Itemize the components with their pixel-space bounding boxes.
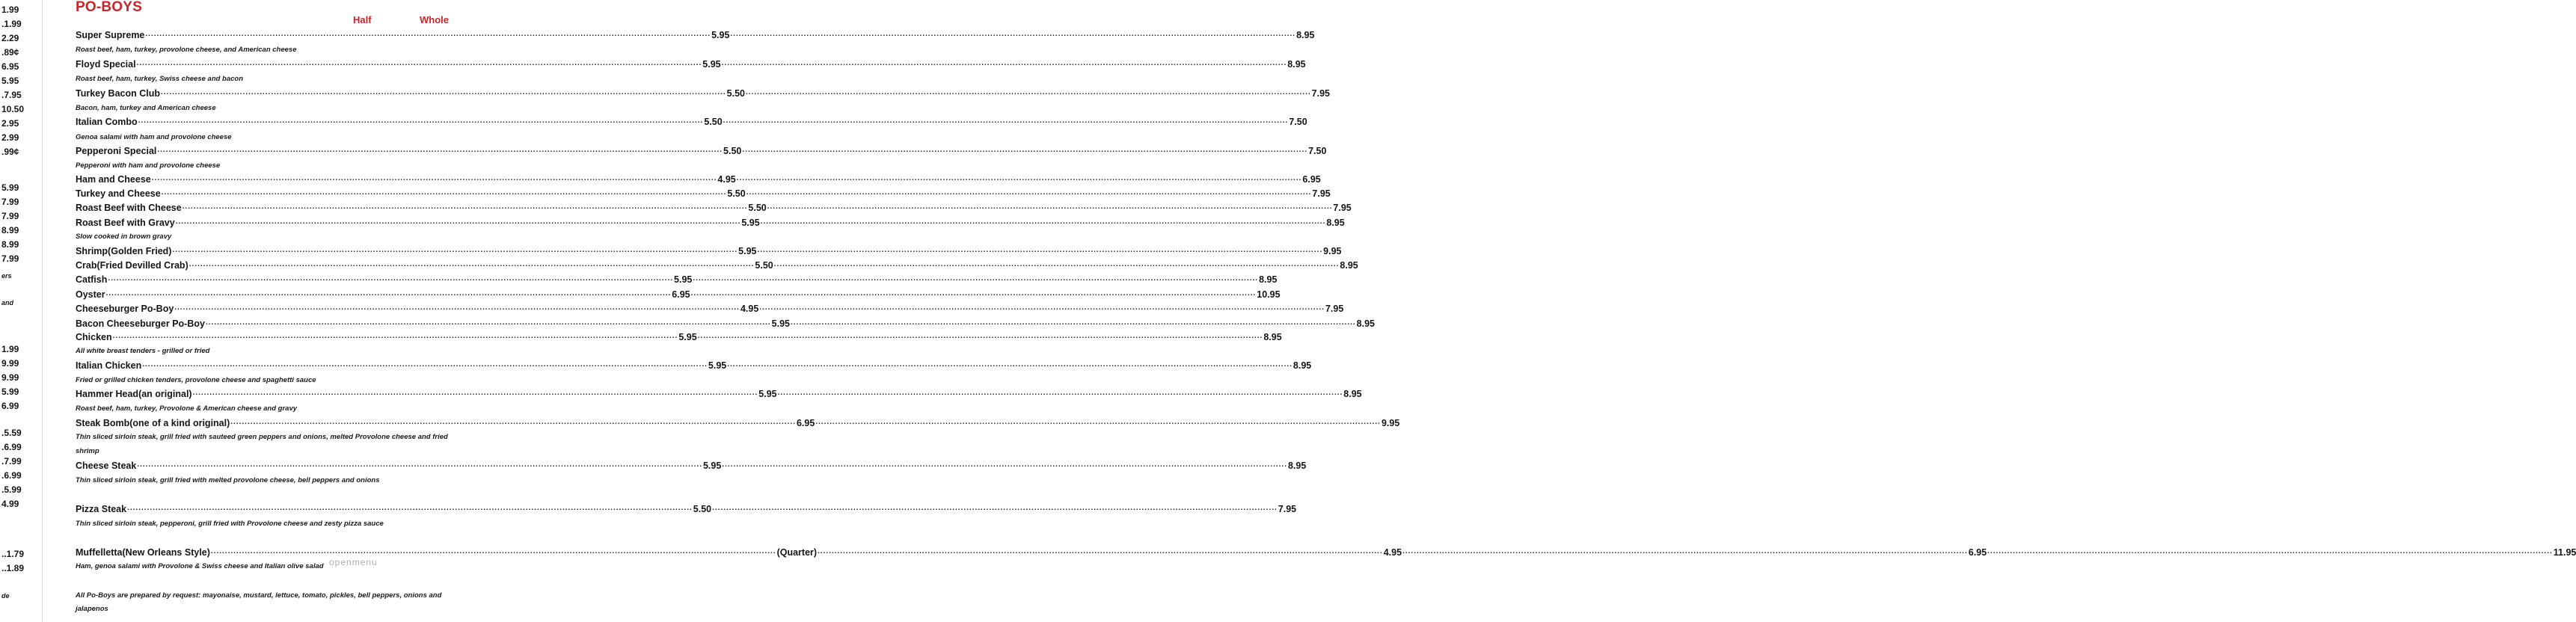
half-price: 5.50 — [704, 117, 723, 127]
menu-item-cheeseburger-po-boy — [76, 301, 1344, 314]
half-price: 5.95 — [741, 218, 760, 228]
menu-item-chicken — [76, 330, 1282, 342]
left-price: .6.99 — [1, 470, 22, 481]
dot-leader: ........................................................................................................................................................................................................ — [777, 389, 1343, 397]
half-price: 5.50 — [693, 504, 712, 514]
dot-leader: ........................................................................................................................................................................................................ — [230, 418, 796, 426]
whole-price: 8.95 — [1356, 318, 1375, 329]
item-name: Pepperoni Special — [76, 146, 157, 156]
left-price: .6.99 — [1, 442, 22, 452]
left-price: 1.99 — [1, 344, 19, 354]
left-price: 4.99 — [1, 499, 19, 509]
dot-leader: ........................................................................................................................................................................................................ — [160, 88, 726, 96]
dot-leader: ........................................................................................................................................................................................................ — [210, 547, 776, 555]
item-name: Italian Combo — [76, 117, 138, 127]
dot-leader: ........................................................................................................................................................................................................ — [174, 304, 740, 312]
whole-price: 7.50 — [1308, 146, 1327, 156]
menu-item-italian-chicken — [76, 358, 1312, 371]
dot-leader: ........................................................................................................................................................................................................ — [730, 30, 1296, 38]
left-price: 7.99 — [1, 253, 19, 264]
left-price: 6.95 — [1, 61, 19, 72]
half-price: 5.50 — [755, 260, 773, 271]
dot-leader: ........................................................................................................................................................................................................ — [151, 174, 717, 182]
watermark-logo — [329, 557, 378, 567]
watermark-text: openmenu — [329, 557, 378, 567]
item-description: Slow cooked in brown gravy — [76, 233, 172, 241]
dot-leader: ........................................................................................................................................................................................................ — [136, 59, 702, 67]
left-price: 7.99 — [1, 211, 19, 221]
item-description: Roast beef, ham, turkey, Swiss cheese and bacon — [76, 75, 244, 83]
dot-leader: ........................................................................................................................................................................................................ — [723, 117, 1289, 125]
item-name: Shrimp(Golden Fried) — [76, 246, 172, 256]
whole-price: 7.95 — [1333, 203, 1352, 213]
left-price: ..1.89 — [1, 563, 25, 573]
item-name: Roast Beef with Cheese — [76, 203, 182, 213]
menu-item-ham-and-cheese — [76, 172, 1321, 185]
whole-price: 8.95 — [1263, 332, 1282, 342]
whole-price: 10.95 — [1257, 289, 1281, 300]
dot-leader: ........................................................................................................................................................................................................ — [175, 218, 741, 226]
menu-item-italian-combo — [76, 114, 1307, 127]
whole-price: 8.95 — [1326, 218, 1345, 228]
whole-price: 11.95 — [2553, 547, 2576, 558]
item-name: Italian Chicken — [76, 360, 142, 371]
dot-leader: ........................................................................................................................................................................................................ — [757, 246, 1323, 254]
left-price: 5.95 — [1, 76, 19, 86]
whole-price: 7.95 — [1312, 188, 1331, 199]
menu-item-roast-beef-with-cheese — [76, 200, 1352, 213]
item-description: Ham, genoa salami with Provolone & Swiss cheese and Italian olive salad — [76, 562, 324, 570]
section-title: PO-BOYS — [76, 0, 143, 15]
item-description: Bacon, ham, turkey and American cheese — [76, 104, 216, 112]
half-price: 5.95 — [678, 332, 697, 342]
whole-price: 8.95 — [1343, 389, 1362, 399]
left-price: .1.99 — [1, 19, 22, 29]
half-price: 6.95 — [796, 418, 815, 428]
item-description: Roast beef, ham, turkey, Provolone & American cheese and gravy — [76, 404, 298, 413]
whole-price: 8.95 — [1292, 360, 1312, 371]
item-description: Roast beef, ham, turkey, provolone cheese, and American cheese — [76, 46, 297, 54]
item-name: Turkey Bacon Club — [76, 88, 160, 99]
dot-leader: ........................................................................................................................................................................................................ — [157, 146, 723, 154]
item-description: Thin sliced sirloin steak, grill fried with melted provolone cheese, bell peppers and onions — [76, 476, 380, 484]
whole-price: 8.95 — [1259, 274, 1278, 285]
menu-item-turkey-bacon-club — [76, 86, 1331, 99]
item-name: Cheeseburger Po-Boy — [76, 304, 174, 314]
dot-leader: ........................................................................................................................................................................................................ — [697, 332, 1263, 340]
item-description: Fried or grilled chicken tenders, provolone cheese and spaghetti sauce — [76, 376, 316, 384]
whole-price: 8.95 — [1288, 461, 1307, 471]
half-price: 6.95 — [1968, 547, 1987, 558]
menu-item-steak-bomb — [76, 416, 1400, 428]
dot-leader: ........................................................................................................................................................................................................ — [790, 318, 1356, 327]
item-description: Thin sliced sirloin steak, grill fried with sauteed green peppers and onions, melted Provolone cheese and fried shrimp — [76, 433, 448, 455]
whole-price: 8.95 — [1296, 30, 1315, 40]
half-price: 5.95 — [702, 59, 721, 70]
left-price: 7.99 — [1, 197, 19, 207]
dot-leader: ........................................................................................................................................................................................................ — [742, 146, 1308, 154]
dot-leader: ........................................................................................................................................................................................................ — [746, 88, 1311, 96]
footnote: All Po-Boys are prepared by request: mayonaise, mustard, lettuce, tomato, pickles, bell peppers, onions and jalapenos — [76, 591, 442, 613]
half-price: 6.95 — [672, 289, 690, 300]
item-name: Hammer Head(an original) — [76, 389, 192, 399]
whole-price: 8.95 — [1287, 59, 1306, 70]
menu-item-roast-beef-with-gravy — [76, 215, 1345, 228]
left-fragment: and — [1, 299, 14, 307]
menu-item-super-supreme — [76, 28, 1315, 40]
left-price: 2.95 — [1, 118, 19, 129]
half-price: 5.95 — [702, 461, 722, 471]
left-fragment: de — [1, 592, 10, 600]
item-name: Steak Bomb(one of a kind original) — [76, 418, 230, 428]
item-name: Crab(Fried Devilled Crab) — [76, 260, 188, 271]
menu-item-turkey-and-cheese — [76, 186, 1331, 199]
left-price: .89¢ — [1, 47, 19, 58]
item-name: Super Supreme — [76, 30, 145, 40]
menu-item-pepperoni-special — [76, 144, 1327, 156]
half-price: 5.50 — [726, 88, 745, 99]
left-price: 8.99 — [1, 225, 19, 235]
menu-item-hammer-head — [76, 387, 1362, 399]
left-price: 2.29 — [1, 33, 19, 43]
dot-leader: ........................................................................................................................................................................................................ — [188, 260, 755, 268]
dot-leader: ........................................................................................................................................................................................................ — [722, 461, 1287, 469]
menu-item-oyster — [76, 287, 1281, 300]
half-price: 5.95 — [711, 30, 730, 40]
half-price: 5.95 — [674, 274, 693, 285]
dot-leader: ........................................................................................................................................................................................................ — [736, 174, 1302, 182]
item-name: Oyster — [76, 289, 105, 300]
dot-leader: ........................................................................................................................................................................................................ — [142, 360, 708, 369]
half-price: 5.95 — [758, 389, 777, 399]
dot-leader: ........................................................................................................................................................................................................ — [773, 260, 1340, 268]
dot-leader: ........................................................................................................................................................................................................ — [192, 389, 758, 397]
half-price: 5.50 — [748, 203, 767, 213]
dot-leader: ........................................................................................................................................................................................................ — [1987, 547, 2553, 555]
dot-leader: ........................................................................................................................................................................................................ — [690, 289, 1257, 298]
left-price: 6.99 — [1, 401, 19, 411]
dot-leader: ........................................................................................................................................................................................................ — [767, 203, 1333, 211]
menu-item-catfish — [76, 272, 1278, 285]
left-menu-column — [0, 0, 43, 622]
item-name: Turkey and Cheese — [76, 188, 161, 199]
left-price: 8.99 — [1, 239, 19, 250]
dot-leader: ........................................................................................................................................................................................................ — [127, 504, 693, 512]
whole-price: 9.95 — [1381, 418, 1400, 428]
half-price: 5.95 — [738, 246, 757, 256]
item-name: Muffelletta(New Orleans Style) — [76, 547, 210, 558]
dot-leader: ........................................................................................................................................................................................................ — [693, 274, 1259, 283]
dot-leader: ........................................................................................................................................................................................................ — [815, 418, 1381, 426]
half-price: 4.95 — [740, 304, 759, 314]
half-column-header: Half — [353, 14, 372, 25]
whole-price: 7.95 — [1325, 304, 1344, 314]
dot-leader: ........................................................................................................................................................................................................ — [818, 547, 1383, 555]
item-name: Pizza Steak — [76, 504, 127, 514]
menu-item-bacon-cheeseburger-po-boy — [76, 316, 1375, 329]
dot-leader: ........................................................................................................................................................................................................ — [138, 117, 704, 125]
quarter-label: (Quarter) — [776, 547, 818, 558]
dot-leader: ........................................................................................................................................................................................................ — [182, 203, 748, 211]
menu-item-muffelletta — [76, 545, 2576, 558]
whole-column-header: Whole — [420, 14, 449, 25]
whole-price: 7.50 — [1289, 117, 1307, 127]
dot-leader: ........................................................................................................................................................................................................ — [161, 188, 727, 197]
half-price: 5.95 — [708, 360, 727, 371]
item-description: Pepperoni with ham and provolone cheese — [76, 161, 221, 170]
left-price: 5.99 — [1, 182, 19, 193]
dot-leader: ........................................................................................................................................................................................................ — [137, 461, 702, 469]
left-price: .5.59 — [1, 428, 22, 438]
whole-price: 7.95 — [1278, 504, 1297, 514]
menu-item-pizza-steak — [76, 502, 1297, 514]
left-price: .7.99 — [1, 456, 22, 466]
item-description: All white breast tenders - grilled or fried — [76, 347, 210, 355]
item-description: Genoa salami with ham and provolone cheese — [76, 133, 232, 141]
left-price: 5.99 — [1, 387, 19, 397]
dot-leader: ........................................................................................................................................................................................................ — [205, 318, 771, 327]
dot-leader: ........................................................................................................................................................................................................ — [712, 504, 1278, 512]
whole-price: 8.95 — [1340, 260, 1358, 271]
left-price: 9.99 — [1, 358, 19, 369]
dot-leader: ........................................................................................................................................................................................................ — [105, 289, 672, 298]
dot-leader: ........................................................................................................................................................................................................ — [112, 332, 678, 340]
menu-item-floyd-special — [76, 57, 1306, 70]
left-price: 9.99 — [1, 372, 19, 383]
menu-item-cheese-steak — [76, 458, 1307, 471]
item-name: Roast Beef with Gravy — [76, 218, 175, 228]
dot-leader: ........................................................................................................................................................................................................ — [172, 246, 738, 254]
item-name: Chicken — [76, 332, 112, 342]
left-price: 1.99 — [1, 4, 19, 15]
dot-leader: ........................................................................................................................................................................................................ — [760, 218, 1326, 226]
dot-leader: ........................................................................................................................................................................................................ — [1402, 547, 1968, 555]
left-price: ..1.79 — [1, 549, 25, 559]
item-name: Cheese Steak — [76, 461, 137, 471]
dot-leader: ........................................................................................................................................................................................................ — [721, 59, 1287, 67]
dot-leader: ........................................................................................................................................................................................................ — [759, 304, 1325, 312]
left-price: .99¢ — [1, 147, 19, 157]
half-price: 5.50 — [727, 188, 746, 199]
left-price: .7.95 — [1, 90, 22, 100]
menu-item-shrimp — [76, 244, 1342, 256]
menu-item-crab — [76, 258, 1358, 271]
left-price: 10.50 — [1, 104, 25, 114]
half-price: 4.95 — [717, 174, 736, 185]
whole-price: 6.95 — [1302, 174, 1321, 185]
whole-price: 9.95 — [1323, 246, 1342, 256]
left-price: 2.99 — [1, 132, 19, 143]
item-name: Bacon Cheeseburger Po-Boy — [76, 318, 205, 329]
dot-leader: ........................................................................................................................................................................................................ — [746, 188, 1312, 197]
dot-leader: ........................................................................................................................................................................................................ — [145, 30, 711, 38]
half-price: 5.50 — [723, 146, 742, 156]
item-description: Thin sliced sirloin steak, pepperoni, grill fried with Provolone cheese and zesty pizza sauce — [76, 520, 384, 528]
item-name: Floyd Special — [76, 59, 136, 70]
quarter-price: 4.95 — [1383, 547, 1402, 558]
dot-leader: ........................................................................................................................................................................................................ — [727, 360, 1292, 369]
half-price: 5.95 — [771, 318, 790, 329]
item-name: Ham and Cheese — [76, 174, 151, 185]
left-fragment: ers — [1, 272, 12, 280]
left-price: .5.99 — [1, 484, 22, 495]
whole-price: 7.95 — [1311, 88, 1331, 99]
dot-leader: ........................................................................................................................................................................................................ — [108, 274, 674, 283]
item-name: Catfish — [76, 274, 108, 285]
